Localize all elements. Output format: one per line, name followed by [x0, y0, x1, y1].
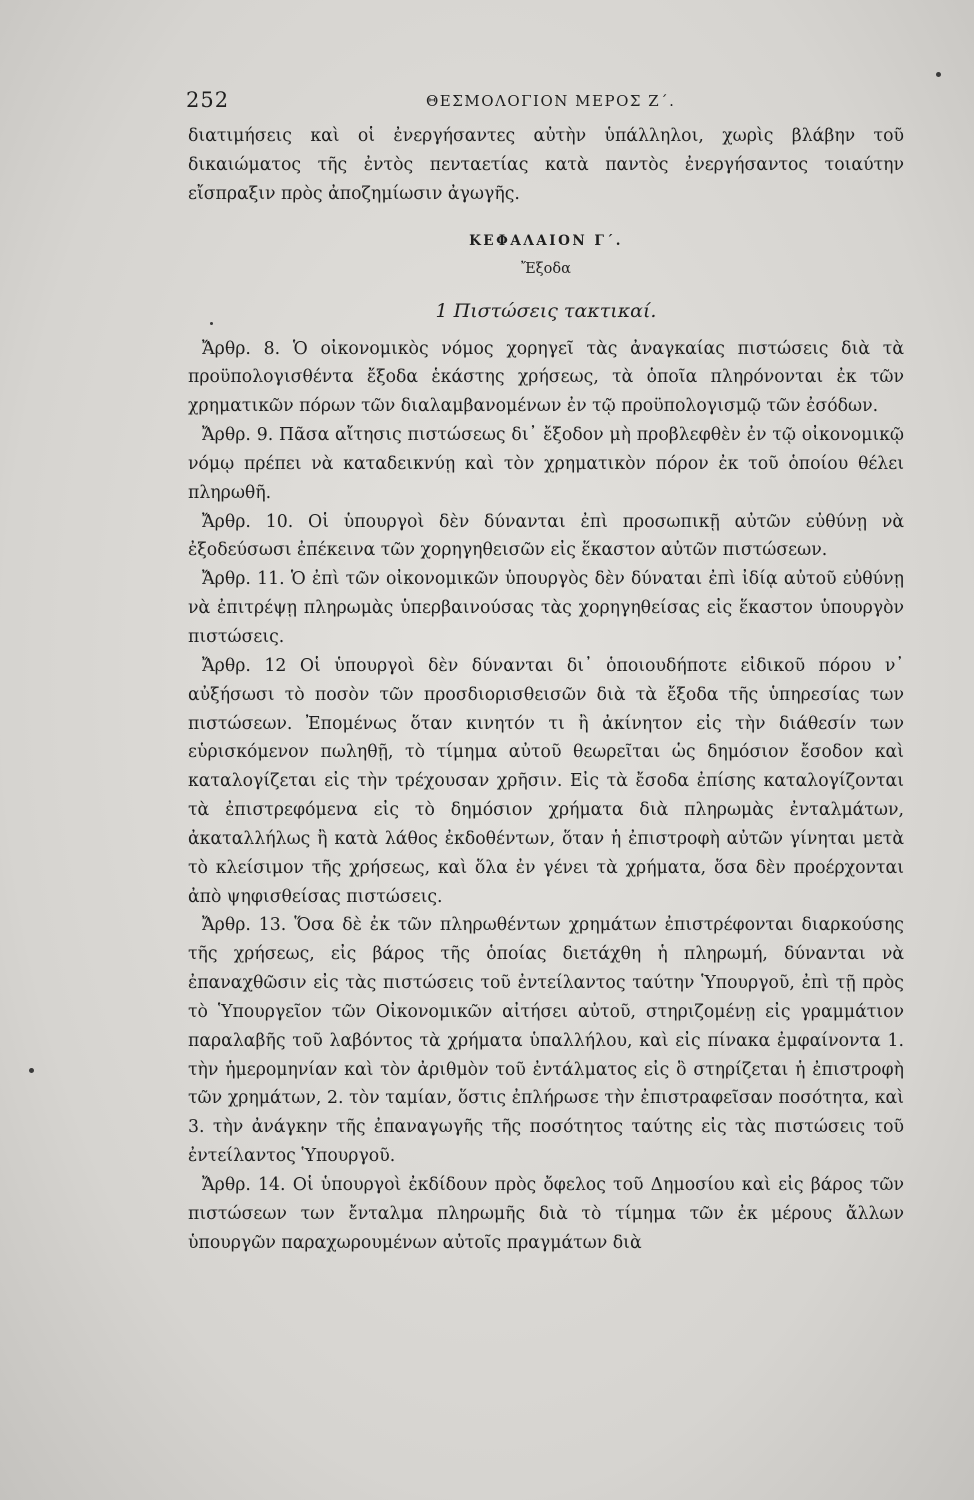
- article-13: Ἄρθρ. 13. Ὅσα δὲ ἐκ τῶν πληρωθέντων χρημάτων ἐπιστρέφονται διαρκούσης τῆς χρήσεως, εἰς βάρος τῆς ὁποίας διετάχθη ἡ πληρωμή, δύνανται νὰ ἐπαναχθῶσιν εἰς τὰς πιστώσεις τοῦ ἐντείλαντος ταύτην Ὑπουργοῦ, ἐπὶ τῇ πρὸς τὸ Ὑπουργεῖον τῶν Οἰκονομικῶν αἰτήσει αὐτοῦ, στηριζομένῃ εἰς γραμμάτιον παραλαβῆς τοῦ λαβόντος τὰ χρήματα ὑπαλλήλου, καὶ εἰς πίνακα ἐμφαίνοντα 1. τὴν ἡμερομηνίαν καὶ τὸν ἀριθμὸν τοῦ ἐντάλματος εἰς ὃ στηρίζεται ἡ ἐπιστροφὴ τῶν χρημάτων, 2. τὸν ταμίαν, ὅστις ἐπλήρωσε τὴν ἐπιστραφεῖσαν ποσότητα, καὶ 3. τὴν ἀνάγκην τῆς ἐπαναγωγῆς τῆς ποσότητος ταύτης εἰς τὰς πιστώσεις τοῦ ἐντείλαντος Ὑπουργοῦ.: [188, 915, 904, 1167]
- article-12: Ἄρθρ. 12 Οἱ ὑπουργοὶ δὲν δύνανται δι᾽ ὁποιουδήποτε εἰδικοῦ πόρου ν᾽ αὐξήσωσι τὸ ποσὸν τῶν προσδιορισθεισῶν διὰ τὰ ἔξοδα τῆς ὑπηρεσίας των πιστώσεων. Ἐπομένως ὅταν κινητόν τι ἢ ἀκίνητον εἰς τὴν διάθεσίν των εὑρισκόμενον πωληθῇ, τὸ τίμημα αὐτοῦ θεωρεῖται ὡς δημόσιον ἔσοδον καὶ καταλογίζεται εἰς τὴν τρέχουσαν χρῆσιν. Εἰς τὰ ἔσοδα ἐπίσης καταλογίζονται τὰ ἐπιστρεφόμενα εἰς τὸ δημόσιον χρήματα διὰ πληρωμὰς ἐνταλμάτων, ἀκαταλλήλως ἢ κατὰ λάθος ἐκδοθέντων, ὅταν ἡ ἐπιστροφὴ αὐτῶν γίνηται μετὰ τὸ κλείσιμον τῆς χρήσεως, καὶ ὅλα ἐν γένει τὰ χρήματα, ὅσα δὲν προέρχονται ἀπὸ ψηφισθείσας πιστώσεις.: [188, 655, 904, 907]
- paper-speck: [936, 72, 941, 77]
- chapter-subtitle: Ἔξοδα: [521, 260, 571, 277]
- page-header: [186, 88, 906, 118]
- article-11: Ἄρθρ. 11. Ὁ ἐπὶ τῶν οἰκονομικῶν ὑπουργὸς δὲν δύναται ἐπὶ ἰδίᾳ αὐτοῦ εὐθύνῃ νὰ ἐπιτρέψῃ πληρωμὰς ὑπερβαινούσας τὰς χορηγηθείσας εἰς ἕκαστον ὑπουργὸν πιστώσεις.: [188, 569, 904, 647]
- continuation-paragraph: διατιμήσεις καὶ οἱ ἐνεργήσαντες αὐτὴν ὑπάλληλοι, χωρὶς βλάβην τοῦ δικαιώματος τῆς ἐντὸς πενταετίας κατὰ παντὸς ἐνεργήσαντος τοιαύτην εἴσπραξιν πρὸς ἀποζημίωσιν ἀγωγῆς.: [188, 126, 904, 204]
- article-8: Ἄρθρ. 8. Ὁ οἰκονομικὸς νόμος χορηγεῖ τὰς ἀναγκαίας πιστώσεις διὰ τὰ προϋπολογισθέντα ἔξοδα ἑκάστης χρήσεως, τὰ ὁποῖα πληρόνονται ἐκ τῶν χρηματικῶν πόρων τῶν διαλαμβανομένων ἐν τῷ προϋπολογισμῷ τῶν ἐσόδων.: [188, 338, 904, 417]
- paper-speck: [29, 1068, 34, 1073]
- body-text: [188, 122, 904, 1258]
- article-9: Ἄρθρ. 9. Πᾶσα αἴτησις πιστώσεως δι᾽ ἔξοδον μὴ προβλεφθὲν ἐν τῷ οἰκονομικῷ νόμῳ πρέπει νὰ καταδεικνύῃ καὶ τὸν χρηματικὸν πόρον ἐκ τοῦ ὁποίου θέλει πληρωθῆ.: [188, 425, 904, 503]
- article-14: Ἄρθρ. 14. Οἱ ὑπουργοὶ ἐκδίδουν πρὸς ὄφελος τοῦ Δημοσίου καὶ εἰς βάρος τῶν πιστώσεων των ἔνταλμα πληρωμῆς διὰ τὸ τίμημα τῶν ἐκ μέρους ἄλλων ὑπουργῶν παραχωρουμένων αὐτοῖς πραγμάτων διὰ: [188, 1175, 904, 1253]
- chapter-title: ΚΕΦΑΛΑΙΟΝ Γ΄.: [469, 232, 623, 249]
- running-title: ΘΕΣΜΟΛΟΓΙΟΝ ΜΕΡΟΣ Ζ΄.: [426, 92, 676, 110]
- section-title: 1 Πιστώσεις τακτικαί.: [435, 299, 657, 322]
- page-number: 252: [186, 88, 230, 112]
- paper-speck: [210, 322, 213, 325]
- article-10: Ἄρθρ. 10. Οἱ ὑπουργοὶ δὲν δύνανται ἐπὶ προσωπικῇ αὐτῶν εὐθύνῃ νὰ ἐξοδεύσωσι ἐπέκεινα τῶν χορηγηθεισῶν εἰς ἕκαστον αὐτῶν πιστώσεων.: [188, 511, 904, 561]
